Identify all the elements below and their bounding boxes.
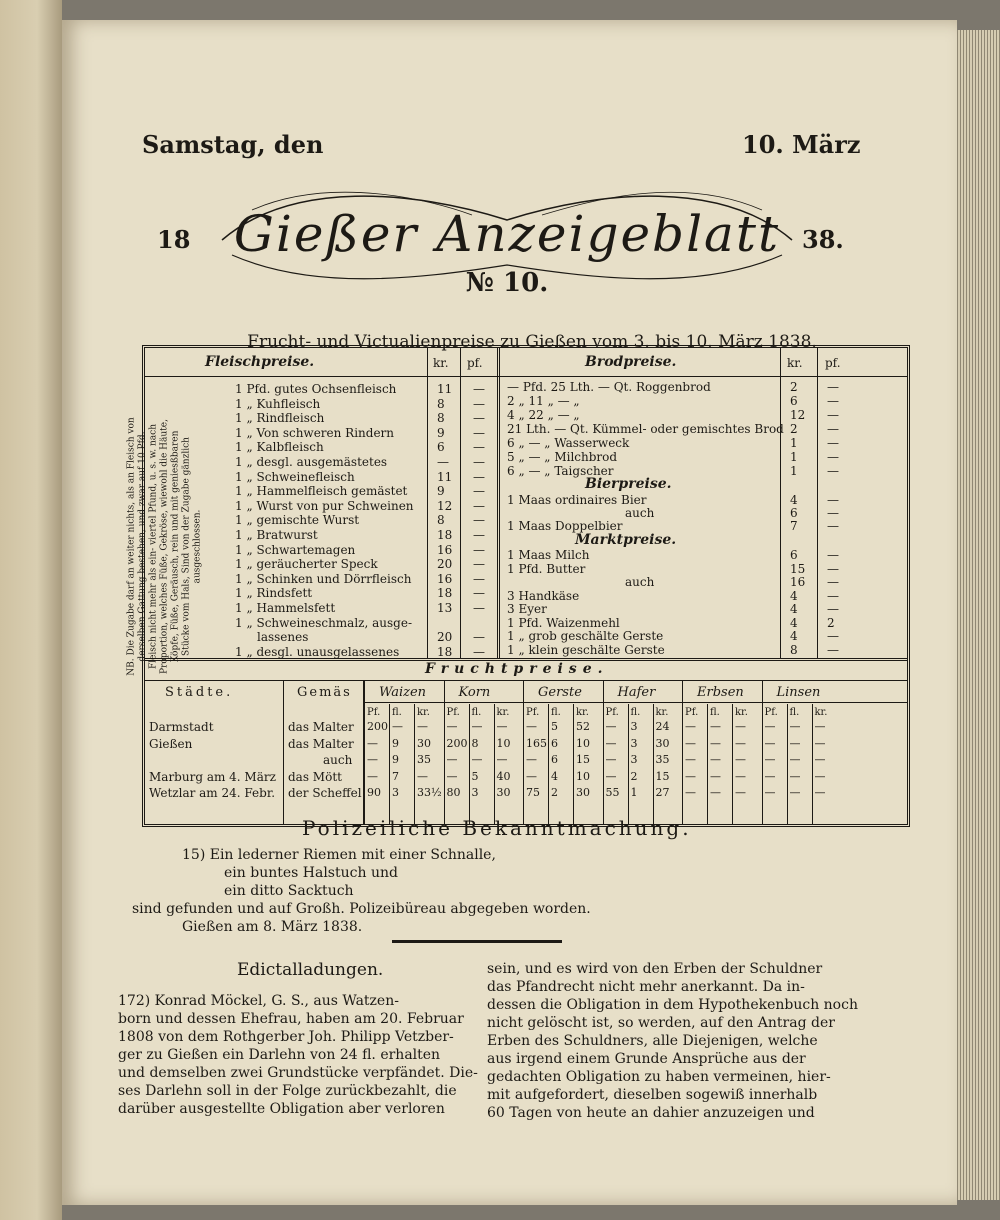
brod-item: 2 „ 11 „ — „ — [507, 394, 580, 408]
frucht-value: 30 — [417, 736, 431, 750]
frucht-sub-header: Pf. — [526, 707, 540, 718]
frucht-value: 5 — [551, 720, 558, 733]
header-year-right: 38. — [802, 225, 844, 254]
grid-line — [787, 704, 788, 824]
frucht-value: — — [496, 720, 508, 733]
frucht-value: — — [764, 786, 776, 799]
left-page-edge — [0, 0, 62, 1220]
polizei-title: Polizeiliche Bekanntmachung. — [302, 816, 692, 840]
edict-right-line: das Pfandrecht nicht mehr anerkannt. Da in- — [487, 979, 805, 995]
grid-line — [389, 704, 390, 824]
edict-left-line: ger zu Gießen ein Darlehn von 24 fl. erhalten — [118, 1047, 441, 1063]
markt-kr: 4 — [790, 602, 798, 616]
frucht-value: 2 — [630, 769, 638, 783]
frucht-value: 2 — [551, 786, 558, 799]
markt-kr: 4 — [790, 615, 798, 630]
frucht-value: — — [814, 736, 826, 750]
fleisch-item: 1 „ Hammelsfett — [235, 601, 336, 615]
frucht-value: 1 — [630, 786, 638, 799]
fleisch-pf: — — [473, 601, 485, 615]
masthead-title: Gießer Anzeigeblatt — [233, 205, 781, 263]
brod-item: 6 „ — „ Taigscher — [507, 464, 614, 478]
frucht-value: 3 — [630, 753, 638, 766]
edict-left-line: born und dessen Ehefrau, haben am 20. Februar — [118, 1011, 464, 1027]
frucht-value: — — [685, 786, 696, 799]
fleisch-item: 1 „ geräucherter Speck — [235, 557, 378, 572]
subtitle: Frucht- und Victualienpreise zu Gießen vom 3. bis 10. März 1838. — [247, 332, 817, 352]
frucht-value: — — [814, 786, 826, 799]
frucht-gemaes: das Malter — [288, 720, 354, 734]
fleisch-kr: 18 — [437, 644, 453, 659]
frucht-value: — — [789, 786, 801, 799]
frucht-value: — — [685, 753, 696, 766]
frucht-value: — — [710, 769, 721, 783]
brod-col-pf: pf. — [825, 356, 841, 370]
frucht-value: 15 — [576, 753, 590, 766]
markt-kr: 8 — [790, 642, 798, 657]
bier-title: Bierpreise. — [585, 476, 672, 492]
markt-kr: 16 — [790, 575, 806, 589]
fleisch-pf: — — [473, 542, 485, 557]
frucht-value: — — [710, 720, 721, 733]
frucht-value: — — [367, 769, 378, 783]
frucht-sub-header: fl. — [471, 707, 482, 718]
brod-kr: 1 — [790, 450, 798, 464]
frucht-title: Fruchtpreise. — [425, 661, 609, 677]
bier-kr: 7 — [790, 519, 798, 533]
edict-right-line: 60 Tagen von heute an dahier anzuzeigen und — [487, 1105, 815, 1121]
frucht-value: 27 — [655, 786, 670, 799]
frucht-value: 24 — [655, 720, 670, 733]
fleisch-item: 1 „ Wurst von pur Schweinen — [235, 498, 414, 513]
fleisch-kr: 9 — [437, 425, 445, 440]
grid-line — [283, 680, 284, 824]
frucht-value: — — [764, 720, 776, 733]
header-date: 10. März — [742, 130, 861, 159]
frucht-value: 10 — [576, 736, 590, 750]
markt-item: 1 Pfd. Butter — [507, 561, 586, 576]
edict-left-line: 1808 von dem Rothgerber Joh. Philipp Vetzber- — [118, 1029, 454, 1045]
frucht-value: — — [710, 753, 721, 766]
fleisch-item: 1 „ gemischte Wurst — [235, 513, 360, 528]
frucht-grain-header: Erbsen — [697, 685, 744, 700]
markt-kr: 4 — [790, 629, 798, 643]
brod-item: — Pfd. 25 Lth. — Qt. Roggenbrod — [507, 380, 711, 394]
fleisch-kr: 8 — [437, 513, 445, 528]
polizei-line: Gießen am 8. März 1838. — [182, 919, 363, 935]
brod-pf: — — [827, 408, 839, 422]
frucht-value: 6 — [551, 753, 558, 766]
fleisch-item: 1 „ Von schweren Rindern — [235, 425, 395, 440]
frucht-value: 80 — [446, 786, 461, 799]
frucht-value: 5 — [471, 769, 479, 783]
fleisch-kr: — — [437, 455, 449, 469]
frucht-sub-header: kr. — [655, 707, 669, 718]
brod-kr: 2 — [790, 422, 798, 436]
issue-number: № 10. — [465, 268, 549, 298]
frucht-value: 75 — [526, 786, 540, 799]
brod-kr: 1 — [790, 464, 798, 478]
frucht-value: — — [605, 769, 617, 783]
frucht-gemaes: das Mött — [288, 769, 342, 784]
markt-pf: — — [827, 588, 839, 603]
brod-pf: — — [827, 380, 839, 394]
grid-line — [707, 704, 708, 824]
frucht-value: — — [605, 753, 617, 766]
fleisch-item: 1 „ Kuhfleisch — [235, 396, 321, 411]
markt-kr: 15 — [790, 561, 806, 576]
frucht-value: 15 — [655, 769, 670, 783]
frucht-sub-header: kr. — [417, 707, 430, 718]
grid-line — [494, 704, 495, 824]
grid-line — [653, 704, 654, 824]
frucht-value: — — [446, 720, 458, 733]
frucht-value: 52 — [576, 720, 590, 733]
fleisch-note: NB. Die Zugabe darf an weiter nichts, als an Fleisch von derselben Gattung bestehen, und zwar auf 10 Pfd. Fleisch nicht mehr als ein- viertel Pfund, u. s. w. nach Proportion, welches Füße, Gekröse, wiewohl die Häute, Köpfe, Füße, Geräusch, rein und mit geniesßbaren Stücke vom Hals, Sind von der Zugabe gänzlich ausgeschlossen. — [126, 417, 203, 676]
fleisch-kr: 8 — [437, 411, 445, 426]
edict-right-line: Erben des Schuldners, alle Diejenigen, welche — [487, 1033, 818, 1049]
frucht-value: — — [764, 736, 776, 750]
grid-line — [573, 704, 574, 824]
fleisch-pf: — — [473, 528, 485, 542]
brod-item: 4 „ 22 „ — „ — [507, 408, 580, 422]
frucht-value: 9 — [392, 753, 399, 766]
fleisch-pf: — — [473, 396, 485, 411]
frucht-value: — — [789, 736, 801, 750]
frucht-value: 3 — [630, 720, 638, 733]
edict-left-line: ses Darlehn soll in der Folge zurückbezahlt, die — [118, 1083, 457, 1099]
fleisch-kr: 8 — [437, 396, 445, 411]
fleisch-pf: — — [473, 382, 485, 396]
fleisch-item: 1 „ Schinken und Dörrfleisch — [235, 571, 412, 586]
fleisch-pf: — — [473, 455, 485, 469]
frucht-value: — — [710, 786, 721, 799]
frucht-value: 30 — [576, 786, 590, 799]
edict-right-line: gedachten Obligation zu haben vermeinen, hier- — [487, 1069, 831, 1085]
frucht-value: 35 — [655, 753, 670, 766]
frucht-sub-header: Pf. — [446, 707, 460, 718]
edict-right-line: aus irgend einem Grunde Ansprüche aus der — [487, 1051, 806, 1067]
markt-pf: — — [827, 575, 839, 589]
fleisch-kr: 9 — [437, 484, 445, 499]
fleisch-pf: — — [473, 644, 485, 659]
newspaper-page — [62, 20, 957, 1205]
fleisch-pf: — — [473, 440, 485, 455]
frucht-value: — — [496, 753, 508, 766]
frucht-value: 90 — [367, 786, 381, 799]
frucht-sub-header: kr. — [496, 707, 510, 718]
frucht-col-staedte: Städte. — [165, 685, 234, 700]
frucht-value: — — [685, 736, 696, 750]
brod-item: 5 „ — „ Milchbrod — [507, 450, 618, 464]
frucht-value: — — [735, 753, 746, 766]
frucht-value: — — [789, 769, 801, 783]
frucht-value: — — [789, 753, 801, 766]
markt-pf: — — [827, 602, 839, 616]
frucht-value: 3 — [630, 736, 638, 750]
frucht-value: — — [446, 753, 458, 766]
frucht-sub-header: kr. — [576, 707, 589, 718]
frucht-sub-header: fl. — [630, 707, 641, 718]
brod-pf: — — [827, 436, 839, 450]
frucht-value: 10 — [496, 736, 511, 750]
frucht-stadt: Wetzlar am 24. Febr. — [149, 786, 276, 800]
bier-kr: 4 — [790, 493, 798, 507]
fleisch-col-pf: pf. — [467, 356, 483, 370]
frucht-value: — — [814, 769, 826, 783]
price-table — [126, 345, 910, 827]
markt-pf: 2 — [827, 615, 835, 630]
fleisch-kr: 18 — [437, 586, 453, 601]
fleisch-pf: — — [473, 498, 485, 513]
brod-kr: 1 — [790, 436, 798, 450]
frucht-sub-header: Pf. — [685, 707, 699, 718]
markt-pf: — — [827, 548, 839, 562]
fleisch-kr: 6 — [437, 440, 445, 455]
frucht-value: — — [526, 753, 537, 766]
edict-left-line: und demselben zwei Grundstücke verpfändet. Die- — [118, 1065, 478, 1081]
frucht-value: — — [526, 769, 537, 783]
frucht-sub-header: Pf. — [367, 707, 381, 718]
edict-right-line: dessen die Obligation in dem Hypothekenbuch noch — [487, 997, 858, 1013]
frucht-sub-header: fl. — [392, 707, 402, 718]
frucht-sub-header: Pf. — [605, 707, 619, 718]
frucht-value: — — [814, 753, 826, 766]
markt-item: 3 Eyer — [507, 602, 547, 616]
frucht-value: 3 — [471, 786, 479, 799]
fleisch-pf: — — [473, 630, 485, 645]
fleisch-pf: — — [473, 411, 485, 426]
fleisch-pf: — — [473, 469, 485, 484]
frucht-value: — — [789, 720, 801, 733]
frucht-value: 9 — [392, 736, 399, 750]
fleisch-kr: 18 — [437, 528, 453, 542]
markt-pf: — — [827, 629, 839, 643]
brod-pf: — — [827, 394, 839, 408]
fleisch-title: Fleischpreise. — [205, 354, 315, 370]
frucht-value: 55 — [605, 786, 620, 799]
frucht-value: 3 — [392, 786, 399, 799]
markt-pf: — — [827, 561, 839, 576]
bier-pf: — — [827, 519, 839, 533]
frucht-stadt: Darmstadt — [149, 720, 214, 734]
bier-item: 1 Maas ordinaires Bier — [507, 493, 647, 507]
fleisch-item: 1 „ desgl. unausgelassenes — [235, 644, 400, 659]
frucht-value: 35 — [417, 753, 431, 766]
frucht-sub-header: kr. — [735, 707, 748, 718]
markt-item: 3 Handkäse — [507, 588, 580, 603]
frucht-value: 30 — [655, 736, 670, 750]
brod-kr: 6 — [790, 394, 798, 408]
frucht-gemaes: das Malter — [288, 736, 354, 751]
markt-title: Marktpreise. — [575, 532, 677, 548]
frucht-grain-header: Hafer — [617, 685, 656, 700]
edict-right-line: nicht gelöscht ist, so werden, auf den Antrag der — [487, 1015, 835, 1031]
fleisch-kr: 20 — [437, 557, 453, 572]
markt-pf: — — [827, 642, 839, 657]
frucht-gemaes: auch — [323, 753, 353, 767]
markt-kr: 4 — [790, 588, 798, 603]
brod-pf: — — [827, 450, 839, 464]
fleisch-item: 1 „ Schweinefleisch — [235, 469, 355, 484]
frucht-value: 10 — [576, 769, 590, 783]
edict-right-column — [487, 960, 858, 1122]
frucht-value: — — [685, 769, 696, 783]
frucht-value: — — [417, 720, 428, 733]
brod-item: 21 Lth. — Qt. Kümmel- oder gemischtes Brod — [507, 422, 784, 436]
header-day: Samstag, den — [142, 130, 324, 159]
edict-left-column — [118, 992, 478, 1118]
polizei-line: ein ditto Sacktuch — [224, 883, 354, 899]
edict-right-line: mit aufgefordert, dieselben sogewiß innerhalb — [487, 1087, 818, 1103]
frucht-value: 33½ — [417, 786, 442, 799]
frucht-sub-header: fl. — [710, 707, 720, 718]
fleisch-pf: — — [473, 425, 485, 440]
bier-kr: 6 — [790, 506, 798, 520]
fleisch-kr: 13 — [437, 601, 453, 615]
frucht-grain-header: Gerste — [538, 685, 582, 700]
frucht-gemaes: der Scheffel — [288, 786, 362, 800]
fleisch-kr: 16 — [437, 542, 453, 557]
edict-right-line: sein, und es wird von den Erben der Schuldner — [487, 961, 823, 977]
fleisch-pf: — — [473, 571, 485, 586]
fleisch-item: 1 „ Rindsfett — [235, 586, 313, 601]
fleisch-item: 1 „ Rindfleisch — [235, 411, 325, 426]
frucht-grain-header: Waizen — [379, 685, 427, 700]
frucht-sub-header: Pf. — [764, 707, 778, 718]
frucht-value: — — [685, 720, 696, 733]
masthead — [212, 180, 802, 300]
fleisch-kr: 16 — [437, 571, 453, 586]
fleisch-kr: 11 — [437, 469, 453, 484]
frucht-value: — — [392, 720, 403, 733]
fleisch-kr: 20 — [437, 630, 453, 645]
fleisch-item: lassenes — [257, 630, 309, 645]
frucht-value: — — [367, 753, 378, 766]
frucht-value: 6 — [551, 736, 558, 750]
frucht-value: — — [471, 753, 483, 766]
frucht-sub-header: kr. — [814, 707, 828, 718]
brod-kr: 12 — [790, 408, 806, 422]
fleisch-kr: 11 — [437, 382, 453, 396]
grid-line — [812, 704, 813, 824]
frucht-value: — — [814, 720, 826, 733]
brod-kr: 2 — [790, 380, 798, 394]
fleisch-pf: — — [473, 586, 485, 601]
brod-col-kr: kr. — [787, 356, 803, 370]
grid-line — [628, 704, 629, 824]
fleisch-item: 1 Pfd. gutes Ochsenfleisch — [235, 382, 397, 396]
bier-item: auch — [625, 506, 655, 520]
fleisch-item: 1 „ Schwartemagen — [235, 542, 356, 557]
frucht-value: — — [735, 736, 746, 750]
frucht-value: 200 — [367, 720, 388, 733]
polizei-line: sind gefunden und auf Großh. Polizeibüreau abgegeben worden. — [132, 901, 591, 917]
grid-line — [414, 704, 415, 824]
frucht-value: — — [367, 736, 378, 750]
frucht-grain-header: Korn — [458, 685, 491, 700]
brod-pf: — — [827, 422, 839, 436]
frucht-value: — — [764, 753, 776, 766]
edict-left-line: 172) Konrad Möckel, G. S., aus Watzen- — [118, 993, 399, 1009]
grid-line — [363, 702, 907, 703]
frucht-value: — — [764, 769, 776, 783]
polizei-notice — [132, 846, 591, 936]
frucht-value: — — [710, 736, 721, 750]
brod-pf: — — [827, 464, 839, 478]
frucht-value: — — [735, 769, 746, 783]
markt-item: auch — [625, 575, 655, 589]
markt-item: 1 „ grob geschälte Gerste — [507, 629, 664, 643]
fleisch-pf: — — [473, 484, 485, 499]
edict-left-line: darüber ausgestellte Obligation aber verloren — [118, 1101, 445, 1117]
section-divider — [392, 940, 562, 943]
grid-line — [548, 704, 549, 824]
frucht-stadt: Marburg am 4. März — [149, 769, 276, 784]
polizei-line: 15) Ein lederner Riemen mit einer Schnalle, — [182, 847, 496, 863]
markt-item: 1 Pfd. Waizenmehl — [507, 615, 620, 630]
frucht-value: — — [417, 769, 428, 783]
frucht-value: 4 — [551, 769, 558, 783]
grid-line — [469, 704, 470, 824]
frucht-value: 40 — [496, 769, 511, 783]
frucht-value: — — [605, 736, 617, 750]
frucht-stadt: Gießen — [149, 736, 193, 751]
bier-pf: — — [827, 493, 839, 507]
fleisch-item: 1 „ Hammelfleisch gemästet — [235, 484, 408, 499]
edict-title: Edictalladungen. — [237, 960, 384, 980]
frucht-sub-header: fl. — [789, 707, 800, 718]
fleisch-item: 1 „ Kalbfleisch — [235, 440, 324, 455]
markt-item: 1 „ klein geschälte Gerste — [507, 642, 665, 657]
fleisch-pf: — — [473, 557, 485, 572]
frucht-value: 165 — [526, 736, 547, 750]
header-year-left: 18 — [157, 225, 191, 254]
bier-item: 1 Maas Doppelbier — [507, 519, 623, 533]
fleisch-item: 1 „ desgl. ausgemästetes — [235, 455, 388, 469]
frucht-value: — — [605, 720, 617, 733]
markt-kr: 6 — [790, 548, 798, 562]
brod-title: Brodpreise. — [585, 354, 677, 370]
frucht-value: 7 — [392, 769, 399, 783]
brod-item: 6 „ — „ Wasserweck — [507, 436, 630, 450]
bier-pf: — — [827, 506, 839, 520]
frucht-value: — — [446, 769, 458, 783]
page-stack-edges — [955, 30, 1000, 1200]
frucht-value: 8 — [471, 736, 479, 750]
frucht-value: — — [735, 786, 746, 799]
frucht-sub-header: fl. — [551, 707, 561, 718]
frucht-value: — — [735, 720, 746, 733]
polizei-line: ein buntes Halstuch und — [224, 865, 398, 881]
frucht-col-gemaes: Gemäs — [297, 685, 352, 700]
frucht-value: — — [471, 720, 483, 733]
frucht-grain-header: Linsen — [776, 685, 821, 700]
fleisch-col-kr: kr. — [433, 356, 449, 370]
frucht-value: — — [526, 720, 537, 733]
markt-item: 1 Maas Milch — [507, 548, 590, 562]
fleisch-item: 1 „ Schweineschmalz, ausge- — [235, 615, 412, 630]
frucht-value: 200 — [446, 736, 468, 750]
grid-line — [732, 704, 733, 824]
fleisch-kr: 12 — [437, 498, 453, 513]
fleisch-pf: — — [473, 513, 485, 528]
fleisch-item: 1 „ Bratwurst — [235, 528, 318, 542]
frucht-value: 30 — [496, 786, 511, 799]
